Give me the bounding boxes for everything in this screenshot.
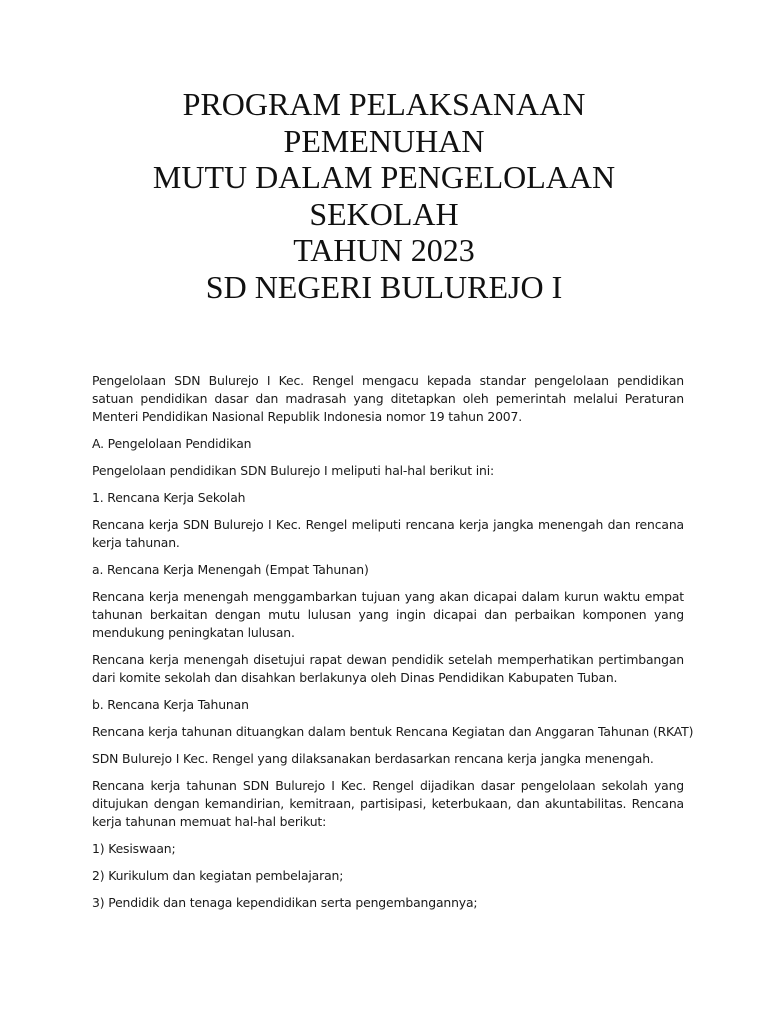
section-heading-a: A. Pengelolaan Pendidikan bbox=[92, 436, 252, 451]
paragraph: Rencana kerja tahunan dituangkan dalam bentuk Rencana Kegiatan dan Anggaran Tahunan (RKAT) bbox=[92, 724, 694, 739]
paragraph: Rencana kerja SDN Bulurejo I Kec. Rengel meliputi rencana kerja jangka menengah dan rencana kerja tahunan. bbox=[92, 517, 684, 550]
list-item: 2) Kurikulum dan kegiatan pembelajaran; bbox=[92, 868, 344, 883]
paragraph: Rencana kerja menengah disetujui rapat dewan pendidik setelah memperhatikan pertimbangan dari komite sekolah dan disahkan berlakunya oleh Dinas Pendidikan Kabupaten Tuban. bbox=[92, 652, 684, 685]
list-item: 3) Pendidik dan tenaga kependidikan serta pengembangannya; bbox=[92, 895, 478, 910]
title-line-3: MUTU DALAM PENGELOLAAN bbox=[152, 159, 616, 195]
subsection-heading-b: b. Rencana Kerja Tahunan bbox=[92, 697, 249, 712]
paragraph: Rencana kerja tahunan SDN Bulurejo I Kec. Rengel dijadikan dasar pengelolaan sekolah yang ditujukan dengan kemandirian, kemitraan, partisipasi, keterbukaan, dan akuntabilitas. Rencana kerja tahunan memuat hal-hal berikut: bbox=[92, 778, 684, 829]
paragraph: Rencana kerja menengah menggambarkan tujuan yang akan dicapai dalam kurun waktu empat tahunan berkaitan dengan mutu lulusan yang ingin dicapai dan perbaikan komponen yang mendukung peningkatan lulusan. bbox=[92, 589, 684, 640]
document-title bbox=[0, 86, 768, 305]
subsection-heading-1: 1. Rencana Kerja Sekolah bbox=[92, 490, 246, 505]
paragraph: SDN Bulurejo I Kec. Rengel yang dilaksanakan berdasarkan rencana kerja jangka menengah. bbox=[92, 751, 654, 766]
paragraph: Pengelolaan pendidikan SDN Bulurejo I meliputi hal-hal berikut ini: bbox=[92, 463, 495, 478]
title-line-4: SEKOLAH bbox=[309, 195, 459, 232]
title-line-6: SD NEGERI BULUREJO I bbox=[205, 268, 563, 305]
document-body bbox=[92, 372, 694, 921]
title-line-5: TAHUN 2023 bbox=[293, 232, 475, 268]
title-line-1: PROGRAM PELAKSANAAN bbox=[182, 86, 586, 122]
intro-paragraph: Pengelolaan SDN Bulurejo I Kec. Rengel mengacu kepada standar pengelolaan pendidikan satuan pendidikan dasar dan madrasah yang ditetapkan oleh pemerintah melalui Peraturan Menteri Pendidikan Nasional Republik Indonesia nomor 19 tahun 2007. bbox=[92, 373, 684, 424]
subsection-heading-a: a. Rencana Kerja Menengah (Empat Tahunan) bbox=[92, 562, 369, 577]
title-line-2: PEMENUHAN bbox=[283, 122, 485, 159]
list-item: 1) Kesiswaan; bbox=[92, 841, 176, 856]
